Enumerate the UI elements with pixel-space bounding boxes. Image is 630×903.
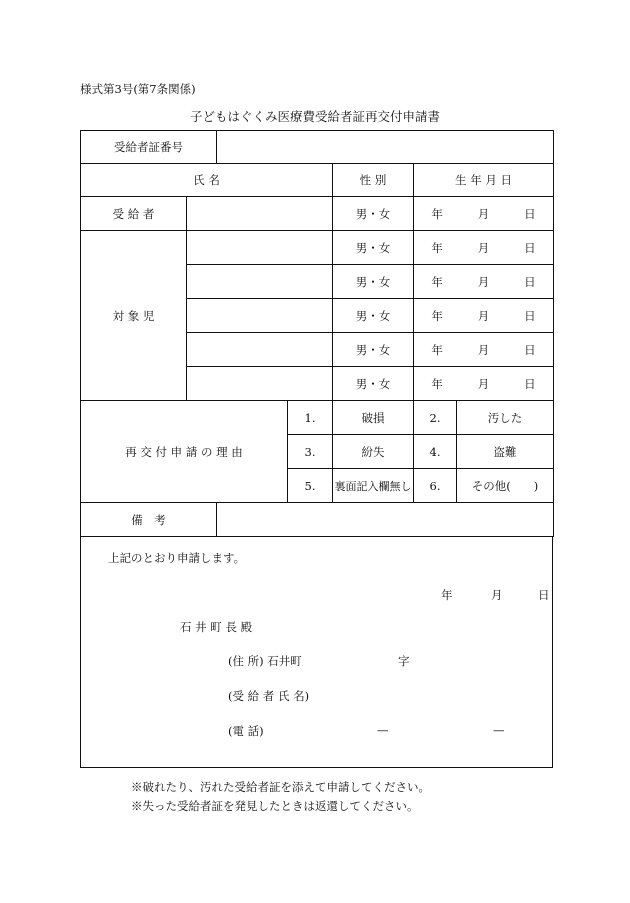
phone-dash: — [377,723,389,737]
footnote: ※失った受給者証を発見したときは返還してください。 [131,799,419,813]
child-sex[interactable]: 男・女 [333,231,414,265]
recipient-label: 受 給 者 [81,197,187,231]
header-name: 氏 名 [81,164,333,197]
child-birthdate[interactable]: 年 月 日 [414,367,554,401]
child-sex[interactable]: 男・女 [333,367,414,401]
remarks-label: 備 考 [81,503,217,537]
header-sex: 性 別 [333,164,414,197]
address-label: (住 所) 石井町 [228,654,302,668]
child-birthdate[interactable]: 年 月 日 [414,299,554,333]
reason-option[interactable]: 裏面記入欄無し [333,469,414,503]
cert-number-field[interactable] [217,131,554,164]
application-table [80,130,554,537]
child-name-field[interactable] [187,265,333,299]
child-sex[interactable]: 男・女 [333,333,414,367]
reason-option[interactable]: その他( ) [457,469,554,503]
cert-number-label: 受給者証番号 [81,131,217,164]
reason-option[interactable]: 盗難 [457,435,554,469]
reason-option[interactable]: 汚した [457,401,554,435]
child-birthdate[interactable]: 年 月 日 [414,265,554,299]
address-aza: 字 [398,654,410,668]
reason-option[interactable]: 破損 [333,401,414,435]
reason-number: 4. [414,435,457,469]
reason-number: 2. [414,401,457,435]
child-name-field[interactable] [187,231,333,265]
child-sex[interactable]: 男・女 [333,265,414,299]
footnote: ※破れたり、汚れた受給者証を添えて申請してください。 [131,780,430,794]
child-name-field[interactable] [187,299,333,333]
page-title: 子どもはぐくみ医療費受給者証再交付申請書 [189,109,440,124]
header-birthdate: 生 年 月 日 [414,164,554,197]
date-year: 年 [441,588,453,602]
child-sex[interactable]: 男・女 [333,299,414,333]
remarks-field[interactable] [217,503,554,537]
statement-text: 上記のとおり申請します。 [108,551,246,565]
reason-number: 3. [288,435,333,469]
child-birthdate[interactable]: 年 月 日 [414,333,554,367]
phone-label: (電 話) [228,724,264,738]
recipient-birthdate[interactable]: 年 月 日 [414,197,554,231]
applicant-name-label: (受 給 者 氏 名) [228,689,310,703]
reason-number: 6. [414,469,457,503]
recipient-sex[interactable]: 男・女 [333,197,414,231]
child-name-field[interactable] [187,367,333,401]
recipient-name-field[interactable] [187,197,333,231]
date-day: 日 [538,588,550,602]
date-month: 月 [491,588,503,602]
addressee: 石 井 町 長 殿 [180,620,253,634]
reason-number: 5. [288,469,333,503]
phone-dash: — [493,723,505,737]
child-name-field[interactable] [187,333,333,367]
reason-option[interactable]: 紛失 [333,435,414,469]
reason-number: 1. [288,401,333,435]
child-label: 対 象 児 [81,231,187,401]
reason-label: 再 交 付 申 請 の 理 由 [81,401,288,503]
child-birthdate[interactable]: 年 月 日 [414,231,554,265]
application-statement-box [80,536,553,768]
form-number: 様式第3号(第7条関係) [80,82,196,96]
